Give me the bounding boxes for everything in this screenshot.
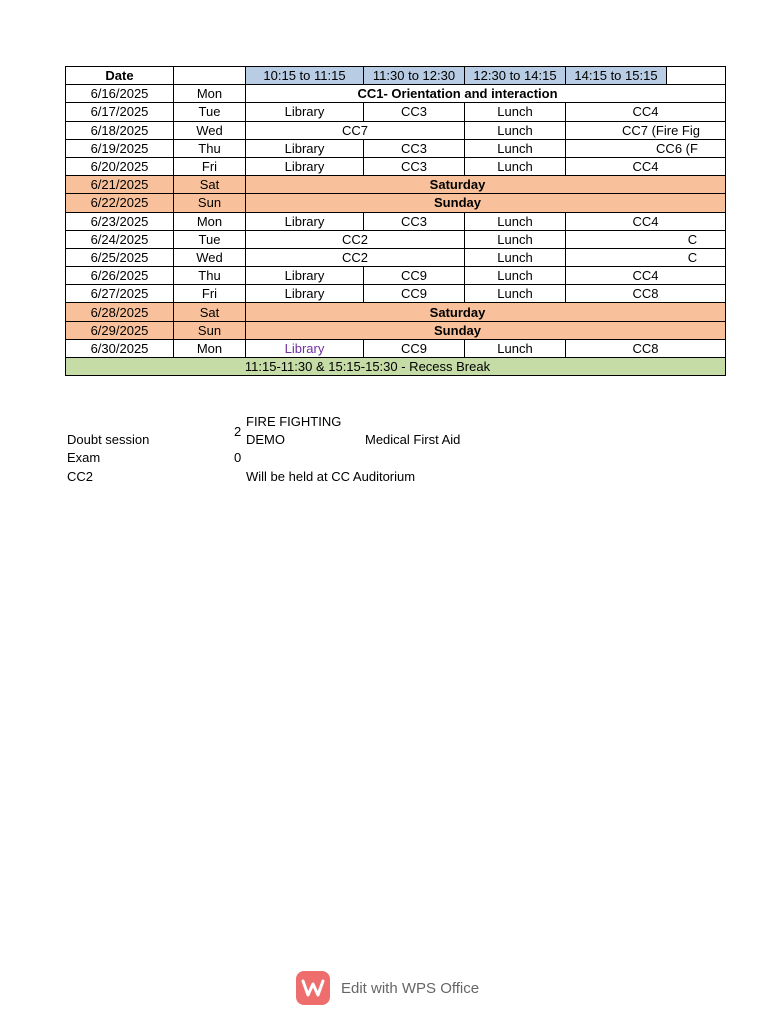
table-row — [66, 157, 726, 175]
slot-1-2-cell: CC7 — [246, 121, 465, 139]
weekend-label: Sunday — [246, 194, 726, 212]
exam-label: Exam — [67, 450, 101, 465]
day-cell: Wed — [174, 121, 246, 139]
slot-4-cell: CC7 (Fire Fig — [566, 121, 726, 139]
date-cell: 6/18/2025 — [66, 121, 174, 139]
doubt-session-label: Doubt session — [67, 432, 150, 447]
date-cell: 6/19/2025 — [66, 139, 174, 157]
slot-3-cell: Lunch — [465, 248, 566, 266]
wps-edit-label: Edit with WPS Office — [341, 979, 480, 997]
date-cell: 6/24/2025 — [66, 230, 174, 248]
table-row — [66, 103, 726, 121]
table-row — [66, 285, 726, 303]
date-cell: 6/30/2025 — [66, 339, 174, 357]
header-date: Date — [66, 67, 174, 85]
slot-3-cell: Lunch — [465, 157, 566, 175]
slot-2-cell: CC9 — [364, 267, 465, 285]
day-cell: Sat — [174, 303, 246, 321]
slot-1-cell: Library — [246, 212, 364, 230]
day-cell: Tue — [174, 103, 246, 121]
slot-4-cell: C — [566, 230, 726, 248]
weekend-row — [66, 303, 726, 321]
demo-label: DEMO — [246, 432, 285, 447]
date-cell: 6/20/2025 — [66, 157, 174, 175]
slot-2-cell: CC3 — [364, 212, 465, 230]
slot-4-cell: CC4 — [566, 157, 726, 175]
slot-1-cell: Library — [246, 139, 364, 157]
slot-2-cell: CC3 — [364, 157, 465, 175]
slot-3-cell: Lunch — [465, 121, 566, 139]
table-row — [66, 85, 726, 103]
recess-break-cell: 11:15-11:30 & 15:15-15:30 - Recess Break — [66, 358, 726, 376]
table-row — [66, 267, 726, 285]
date-cell: 6/16/2025 — [66, 85, 174, 103]
date-cell: 6/25/2025 — [66, 248, 174, 266]
slot-1-2-cell: CC2 — [246, 248, 465, 266]
date-cell: 6/21/2025 — [66, 176, 174, 194]
weekend-row — [66, 176, 726, 194]
recess-row — [66, 358, 726, 376]
slot-2-cell: CC3 — [364, 103, 465, 121]
timetable — [65, 66, 726, 376]
slot-4-cell: CC6 (F — [566, 139, 726, 157]
fire-fighting-label: FIRE FIGHTING — [246, 414, 342, 429]
date-cell: 6/26/2025 — [66, 267, 174, 285]
wps-edit-button[interactable] — [296, 971, 479, 1005]
header-slot-3: 12:30 to 14:15 — [465, 67, 566, 85]
slot-2-cell: CC3 — [364, 139, 465, 157]
timetable-sheet — [65, 66, 700, 377]
day-cell: Mon — [174, 85, 246, 103]
header-day — [174, 67, 246, 85]
slot-1-cell: Library — [246, 285, 364, 303]
date-cell: 6/27/2025 — [66, 285, 174, 303]
wps-logo-icon — [296, 971, 330, 1005]
notes-section — [67, 414, 667, 494]
weekend-label: Sunday — [246, 321, 726, 339]
table-row — [66, 121, 726, 139]
slot-1-cell: Library — [246, 267, 364, 285]
table-row — [66, 248, 726, 266]
day-cell: Sat — [174, 176, 246, 194]
date-cell: 6/29/2025 — [66, 321, 174, 339]
medical-first-aid-label: Medical First Aid — [365, 432, 461, 447]
table-row — [66, 339, 726, 357]
slot-3-cell: Lunch — [465, 339, 566, 357]
weekend-label: Saturday — [246, 303, 726, 321]
day-cell: Sun — [174, 194, 246, 212]
slot-2-cell: CC9 — [364, 285, 465, 303]
weekend-row — [66, 194, 726, 212]
table-row — [66, 139, 726, 157]
doubt-session-value: 2 — [234, 424, 242, 439]
slot-4-cell: CC8 — [566, 285, 726, 303]
header-slot-4: 14:15 to 15:15 — [566, 67, 667, 85]
table-row — [66, 230, 726, 248]
slot-1-2-cell: CC2 — [246, 230, 465, 248]
slot-3-cell: Lunch — [465, 212, 566, 230]
weekend-row — [66, 321, 726, 339]
slot-4-cell: CC4 — [566, 103, 726, 121]
slot-3-cell: Lunch — [465, 103, 566, 121]
cc2-label: CC2 — [67, 469, 94, 484]
day-cell: Wed — [174, 248, 246, 266]
date-cell: 6/22/2025 — [66, 194, 174, 212]
day-cell: Thu — [174, 139, 246, 157]
day-cell: Thu — [174, 267, 246, 285]
day-cell: Mon — [174, 339, 246, 357]
exam-value: 0 — [234, 450, 242, 465]
slot-4-cell: CC8 — [566, 339, 726, 357]
date-cell: 6/17/2025 — [66, 103, 174, 121]
slot-1-cell: Library — [246, 157, 364, 175]
slot-1-cell: Library — [246, 339, 364, 357]
day-cell: Fri — [174, 285, 246, 303]
header-slot-1: 10:15 to 11:15 — [246, 67, 364, 85]
slot-1-cell: Library — [246, 103, 364, 121]
slot-4-cell: CC4 — [566, 267, 726, 285]
day-cell: Tue — [174, 230, 246, 248]
slot-4-cell: CC4 — [566, 212, 726, 230]
slot-2-cell: CC9 — [364, 339, 465, 357]
slot-3-cell: Lunch — [465, 139, 566, 157]
slot-4-cell: C — [566, 248, 726, 266]
day-cell: Sun — [174, 321, 246, 339]
date-cell: 6/28/2025 — [66, 303, 174, 321]
header-slot-2: 11:30 to 12:30 — [364, 67, 465, 85]
orientation-cell: CC1- Orientation and interaction — [246, 85, 726, 103]
table-row — [66, 212, 726, 230]
cc2-venue: Will be held at CC Auditorium — [246, 469, 416, 484]
slot-3-cell: Lunch — [465, 267, 566, 285]
day-cell: Fri — [174, 157, 246, 175]
date-cell: 6/23/2025 — [66, 212, 174, 230]
header-row — [66, 67, 726, 85]
weekend-label: Saturday — [246, 176, 726, 194]
day-cell: Mon — [174, 212, 246, 230]
header-slot-5 — [667, 67, 726, 85]
slot-3-cell: Lunch — [465, 230, 566, 248]
slot-3-cell: Lunch — [465, 285, 566, 303]
